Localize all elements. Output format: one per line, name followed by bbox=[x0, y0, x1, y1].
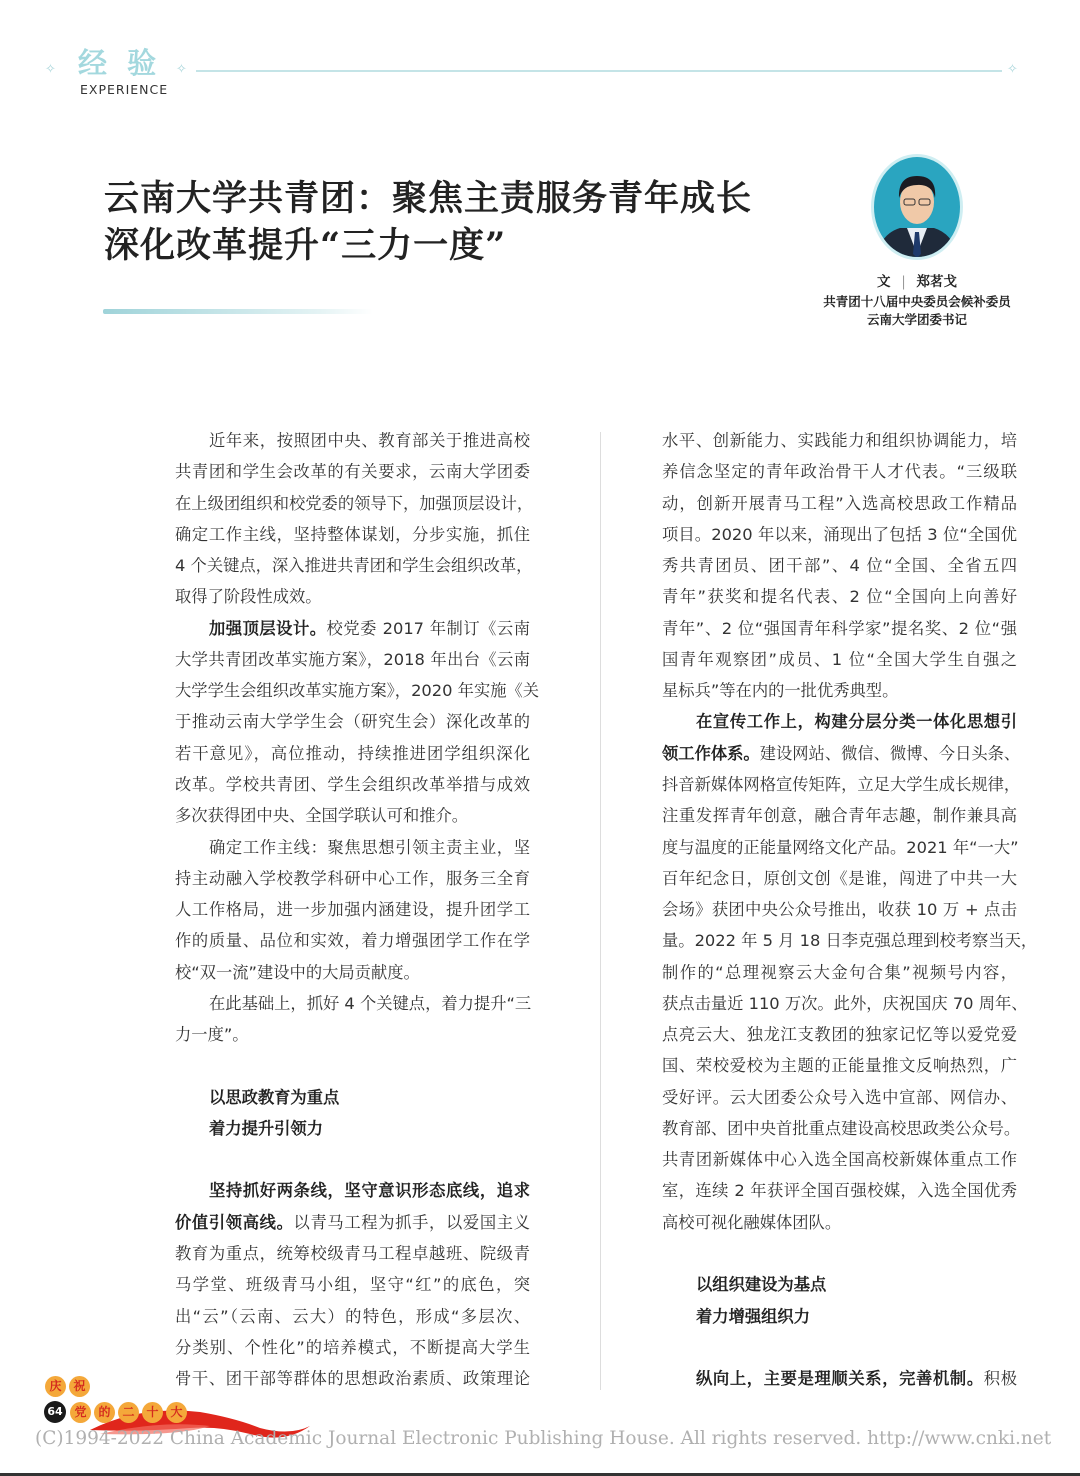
paragraph-line bbox=[175, 1023, 530, 1047]
article-title-line-1: 云南大学共青团：聚焦主责服务青年成长 bbox=[104, 178, 753, 219]
paragraph-line bbox=[175, 773, 530, 797]
title-underline bbox=[103, 309, 373, 314]
logo-char: 二 bbox=[118, 1402, 139, 1423]
line-text: 以思政教育为重点 bbox=[209, 1087, 340, 1107]
bold-lead: 加强顶层设计。 bbox=[209, 618, 327, 638]
line-text: 青年”获奖和提名代表、2 位“全国向上向善好 bbox=[662, 587, 1017, 607]
paragraph-line bbox=[662, 1179, 1017, 1203]
section-heading-line bbox=[696, 1305, 1017, 1329]
line-text: 在此基础上，抓好 4 个关键点，着力提升“三 bbox=[209, 993, 532, 1013]
bold-lead: 坚持抓好两条线，坚守意识形态底线，追求 bbox=[209, 1181, 530, 1201]
line-text: 星标兵”等在内的一批优秀典型。 bbox=[662, 681, 899, 701]
line-text: 确定工作主线：聚焦思想引领主责主业，坚 bbox=[209, 837, 530, 857]
line-text: 积极 bbox=[983, 1369, 1017, 1389]
line-text: 教育为重点，统筹校级青马工程卓越班、院级青 bbox=[175, 1244, 530, 1264]
line-text: 人工作格局，进一步加强内涵建设，提升团学工 bbox=[175, 900, 530, 920]
paragraph-line bbox=[209, 836, 530, 860]
paragraph-line bbox=[175, 961, 530, 985]
line-text: 共青团新媒体中心入选全国高校新媒体重点工作 bbox=[662, 1150, 1017, 1170]
author-role-2: 云南大学团委书记 bbox=[866, 312, 967, 327]
paragraph-line bbox=[662, 1117, 1021, 1141]
section-subtitle: EXPERIENCE bbox=[80, 82, 169, 97]
paragraph-line bbox=[696, 1367, 1017, 1391]
line-text: 度与温度的正能量网络文化产品。2021 年“一大” bbox=[662, 837, 1019, 857]
line-text: 高校可视化融媒体团队。 bbox=[662, 1212, 842, 1232]
paragraph-line bbox=[175, 898, 530, 922]
paragraph-line bbox=[662, 429, 1017, 453]
paragraph-line bbox=[175, 1367, 530, 1391]
line-text: 确定工作主线，坚持整体谋划，分步实施，抓住 bbox=[175, 524, 530, 544]
paragraph-line bbox=[175, 1305, 530, 1329]
paragraph-line bbox=[175, 648, 530, 672]
author-portrait bbox=[870, 154, 964, 260]
section-heading-line bbox=[696, 1273, 1017, 1297]
logo-char: 庆 bbox=[45, 1376, 66, 1397]
logo-char: 大 bbox=[166, 1402, 187, 1423]
paragraph-line bbox=[662, 773, 1021, 797]
paragraph-line bbox=[175, 585, 530, 609]
bold-lead: 纵向上，主要是理顺关系，完善机制。 bbox=[696, 1369, 984, 1389]
line-text: 注重发挥青年创意，融合青年志趣，制作兼具高 bbox=[662, 806, 1017, 826]
paragraph-line bbox=[175, 804, 530, 828]
paragraph-line bbox=[662, 1023, 1017, 1047]
author-name: 郑茗戈 bbox=[916, 274, 957, 290]
paragraph-line bbox=[209, 617, 530, 641]
paragraph-line bbox=[662, 836, 1017, 860]
line-text: 改革。学校共青团、学生会组织改革举措与成效 bbox=[175, 774, 530, 794]
paragraph-line bbox=[662, 523, 1017, 547]
bold-lead: 领工作体系。 bbox=[662, 743, 760, 763]
paragraph-line bbox=[175, 679, 540, 703]
sparkle-icon: ✧ bbox=[45, 62, 56, 77]
line-text: 力一度”。 bbox=[175, 1025, 249, 1045]
paragraph-line bbox=[662, 492, 1017, 516]
line-text: 以青马工程为抓手，以爱国主义 bbox=[293, 1212, 530, 1232]
paragraph-line bbox=[175, 1273, 530, 1297]
line-text: 百年纪念日，原创文创《是谁，闯进了中共一大 bbox=[662, 868, 1017, 888]
paragraph-line bbox=[175, 710, 530, 734]
logo-char: 祝 bbox=[69, 1376, 90, 1397]
paragraph-line bbox=[662, 929, 1038, 953]
line-text: 量。2022 年 5 月 18 日李克强总理到校考察当天， bbox=[662, 931, 1038, 951]
paragraph-line bbox=[662, 554, 1017, 578]
line-text: 室，连续 2 年获评全国百强校媒，入选全国优秀 bbox=[662, 1181, 1017, 1201]
line-text: 4 个关键点，深入推进共青团和学生会组织改革， bbox=[175, 556, 533, 576]
paragraph-line bbox=[175, 1242, 530, 1266]
line-text: 骨干、团干部等群体的思想政治素质、政策理论 bbox=[175, 1369, 530, 1389]
paragraph-line bbox=[662, 585, 1017, 609]
paragraph-line bbox=[662, 679, 1017, 703]
line-text: 近年来，按照团中央、教育部关于推进高校 bbox=[209, 431, 530, 450]
sparkle-icon: ✧ bbox=[176, 62, 187, 77]
line-text: 以组织建设为基点 bbox=[696, 1275, 827, 1295]
line-text: 项目。2020 年以来，涌现出了包括 3 位“全国优 bbox=[662, 524, 1017, 544]
byline-prefix: 文 bbox=[877, 274, 891, 290]
section-title: 经 验 bbox=[78, 46, 162, 80]
paragraph-line bbox=[662, 1054, 1017, 1078]
line-text: 国、荣校爱校为主题的正能量推文反响热烈，广 bbox=[662, 1056, 1017, 1076]
line-text: 获点击量近 110 万次。此外，庆祝国庆 70 周年、 bbox=[662, 993, 1028, 1013]
paragraph-line bbox=[175, 554, 533, 578]
paragraph-line bbox=[662, 1086, 1017, 1110]
line-text: 大学共青团改革实施方案》，2018 年出台《云南 bbox=[175, 649, 530, 669]
line-text: 持主动融入学校教学科研中心工作，服务三全育 bbox=[175, 868, 530, 888]
line-text: 出“云”（云南、云大）的特色，形成“多层次、 bbox=[175, 1306, 530, 1326]
column-divider bbox=[600, 432, 601, 1390]
line-text: 校“双一流”建设中的大局贡献度。 bbox=[175, 962, 420, 982]
line-text: 制作的“总理视察云大金句合集”视频号内容， bbox=[662, 962, 1017, 982]
paragraph-line bbox=[175, 1336, 530, 1360]
paragraph-line bbox=[662, 867, 1017, 891]
section-heading-line bbox=[209, 1086, 530, 1110]
paragraph-line bbox=[175, 460, 530, 484]
line-text: 建设网站、微信、微博、今日头条、 bbox=[759, 743, 1021, 763]
byline-author bbox=[800, 274, 1034, 290]
line-text: 会场》获团中央公众号推出，收获 10 万 + 点击 bbox=[662, 900, 1017, 920]
line-text: 分类别、个性化”的培养模式，不断提高大学生 bbox=[175, 1337, 530, 1357]
paragraph-line bbox=[175, 523, 530, 547]
paragraph-line bbox=[662, 898, 1017, 922]
paragraph-line bbox=[175, 929, 530, 953]
line-text: 动，创新开展青马工程”入选高校思政工作精品 bbox=[662, 493, 1017, 513]
paragraph-line bbox=[662, 804, 1017, 828]
paragraph-line bbox=[175, 867, 530, 891]
paragraph-line bbox=[209, 992, 530, 1016]
header-rule bbox=[196, 70, 1002, 72]
page-number: 64 bbox=[44, 1401, 66, 1423]
line-text: 秀共青团员、团干部”、4 位“全国、全省五四 bbox=[662, 556, 1017, 576]
paragraph-line bbox=[662, 992, 1028, 1016]
paragraph-line bbox=[662, 1148, 1017, 1172]
line-text: 校党委 2017 年制订《云南 bbox=[326, 618, 530, 638]
line-text: 着力提升引领力 bbox=[209, 1118, 323, 1138]
paragraph-line bbox=[662, 648, 1017, 672]
logo-char: 的 bbox=[94, 1402, 115, 1423]
line-text: 点亮云大、独龙江支教团的独家记忆等以爱党爱 bbox=[662, 1025, 1017, 1045]
sparkle-icon: ✧ bbox=[1007, 62, 1018, 77]
line-text: 在上级团组织和校党委的领导下，加强顶层设计， bbox=[175, 493, 534, 513]
line-text: 抖音新媒体网格宣传矩阵，立足大学生成长规律， bbox=[662, 774, 1021, 794]
author-role-1: 共青团十八届中央委员会候补委员 bbox=[823, 294, 1011, 309]
line-text: 国青年观察团”成员、1 位“全国大学生自强之 bbox=[662, 649, 1017, 669]
line-text: 多次获得团中央、全国学联认可和推介。 bbox=[175, 806, 469, 826]
line-text: 作的质量、品位和实效，着力增强团学工作在学 bbox=[175, 931, 530, 951]
bold-lead: 价值引领高线。 bbox=[175, 1212, 294, 1232]
paragraph-line bbox=[175, 1211, 530, 1235]
line-text: 于推动云南大学学生会（研究生会）深化改革的 bbox=[175, 712, 530, 732]
paragraph-line bbox=[209, 1179, 530, 1203]
line-text: 着力增强组织力 bbox=[696, 1306, 810, 1326]
section-heading-line bbox=[209, 1117, 530, 1141]
line-text: 大学学生会组织改革实施方案》，2020 年实施《关 bbox=[175, 681, 540, 701]
logo-char: 党 bbox=[70, 1402, 91, 1423]
article-title-line-2: 深化改革提升“三力一度” bbox=[104, 225, 507, 266]
copyright-notice: (C)1994-2022 China Academic Journal Electronic Publishing House. All rights reserved. http://www.cnki.net bbox=[35, 1428, 1052, 1449]
paragraph-line bbox=[175, 492, 534, 516]
line-text: 若干意见》，高位推动，持续推进团学组织深化 bbox=[175, 743, 530, 763]
line-text: 教育部、团中央首批重点建设高校思政类公众号。 bbox=[662, 1118, 1021, 1138]
line-text: 马学堂、班级青马小组，坚守“红”的底色，突 bbox=[175, 1275, 530, 1295]
bold-lead: 在宣传工作上，构建分层分类一体化思想引 bbox=[696, 712, 1017, 732]
paragraph-line bbox=[662, 961, 1017, 985]
line-text: 受好评。云大团委公众号入选中宣部、网信办、 bbox=[662, 1087, 1017, 1107]
byline-separator: | bbox=[901, 274, 906, 290]
paragraph-line bbox=[662, 742, 1021, 766]
line-text: 水平、创新能力、实践能力和组织协调能力，培 bbox=[662, 431, 1017, 450]
paragraph-line bbox=[696, 710, 1017, 734]
paragraph-line bbox=[209, 429, 530, 453]
line-text: 共青团和学生会改革的有关要求，云南大学团委 bbox=[175, 462, 530, 482]
line-text: 取得了阶段性成效。 bbox=[175, 587, 322, 607]
paragraph-line bbox=[662, 1211, 1017, 1235]
paragraph-line bbox=[175, 742, 530, 766]
line-text: 养信念坚定的青年政治骨干人才代表。“三级联 bbox=[662, 462, 1017, 482]
paragraph-line bbox=[662, 617, 1017, 641]
paragraph-line bbox=[662, 460, 1017, 484]
logo-char: 十 bbox=[142, 1402, 163, 1423]
line-text: 青年”、2 位“强国青年科学家”提名奖、2 位“强 bbox=[662, 618, 1017, 638]
